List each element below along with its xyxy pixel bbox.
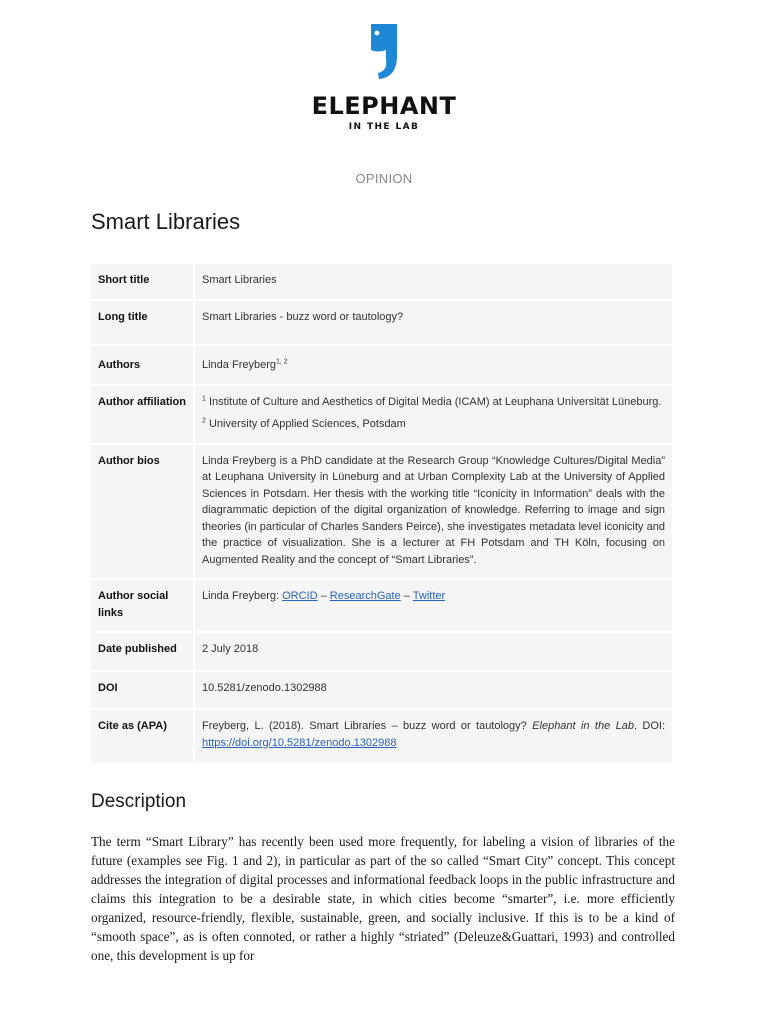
affiliation-item bbox=[202, 394, 665, 411]
meta-row-doi bbox=[91, 671, 672, 710]
cite-doi-prefix: . DOI: bbox=[633, 720, 666, 732]
page-title: Smart Libraries bbox=[91, 209, 241, 234]
affiliation-sup: 2 bbox=[202, 417, 206, 425]
meta-label: Author affiliation bbox=[91, 385, 194, 444]
affiliation-item bbox=[202, 416, 665, 433]
meta-label: Long title bbox=[91, 300, 194, 346]
researchgate-link[interactable]: ResearchGate bbox=[329, 590, 401, 602]
orcid-link[interactable]: ORCID bbox=[282, 590, 318, 602]
meta-label: Authors bbox=[91, 345, 194, 385]
twitter-link[interactable]: Twitter bbox=[412, 590, 446, 602]
meta-row-short-title bbox=[91, 264, 672, 300]
elephant-trunk-icon bbox=[369, 22, 399, 80]
meta-label: Author bios bbox=[91, 444, 194, 580]
brand-name: ELEPHANT bbox=[311, 92, 457, 120]
meta-row-long-title bbox=[91, 300, 672, 346]
meta-label: DOI bbox=[91, 671, 194, 710]
description-heading: Description bbox=[91, 791, 187, 812]
author-sup: 1, 2 bbox=[276, 358, 288, 366]
meta-row-cite bbox=[91, 709, 672, 764]
meta-label: Date published bbox=[91, 632, 194, 671]
meta-value bbox=[194, 385, 672, 444]
meta-row-bios bbox=[91, 444, 672, 580]
meta-row-affiliation bbox=[91, 385, 672, 444]
metadata-table bbox=[91, 264, 672, 765]
category-label[interactable]: OPINION bbox=[355, 171, 413, 186]
meta-label: Cite as (APA) bbox=[91, 709, 194, 764]
doi-link[interactable]: https://doi.org/10.5281/zenodo.1302988 bbox=[202, 736, 397, 749]
affiliation-text: Institute of Culture and Aesthetics of Digital Media (ICAM) at Leuphana Universität Lüneburg. bbox=[208, 395, 662, 408]
cite-journal: Elephant in the Lab bbox=[532, 720, 634, 732]
cite-text: Freyberg, L. (2018). Smart Libraries – buzz word or tautology? bbox=[202, 720, 533, 732]
meta-row-social bbox=[91, 579, 672, 632]
meta-label: Author social links bbox=[91, 579, 194, 632]
brand-tagline: IN THE LAB bbox=[348, 122, 420, 132]
meta-value bbox=[194, 579, 672, 632]
link-separator: – bbox=[317, 590, 330, 602]
meta-value: Smart Libraries - buzz word or tautology? bbox=[194, 300, 672, 346]
affiliation-text: University of Applied Sciences, Potsdam bbox=[208, 418, 406, 430]
description-text: The term “Smart Library” has recently been used more frequently, for labeling a vision of libraries of the future (examples see Fig. 1 and 2), in particular as part of the so called “Smart City” concept. This concept addresses the integration of digital processes and informational feedback loops in the public infrastructure and claims this integration to be a desirable state, in which cities become “smarter”, i.e. more efficiently organized, resource-friendly, flexible, sustainable, green, and socially inclusive. If this is to be a kind of “smooth space”, as is often connoted, or rather a highly “striated” (Deleuze&Guattari, 1993) and controlled one, this development is up for bbox=[91, 834, 675, 963]
meta-value: Linda Freyberg is a PhD candidate at the Research Group “Knowledge Cultures/Digital Media” at Leuphana University in Lüneburg and at Urban Complexity Lab at the University of Applied Sciences in Potsdam. Her thesis with the working title “Iconicity in Information” deals with the diagrammatic depiction of the digital organization of knowledge. Referring to image and sign theories (in particular of Charles Sanders Peirce), she investigates metadata level iconicity and the practice of visualization. She is a lecturer at FH Potsdam and TH Köln, focusing on Augmented Reality and the concept of “Smart Libraries”. bbox=[194, 444, 672, 580]
meta-value: 2 July 2018 bbox=[194, 632, 672, 671]
meta-value bbox=[194, 345, 672, 385]
meta-row-authors bbox=[91, 345, 672, 385]
meta-value: Smart Libraries bbox=[194, 264, 672, 300]
meta-row-date bbox=[91, 632, 672, 671]
affiliation-sup: 1 bbox=[202, 394, 206, 402]
meta-label: Short title bbox=[91, 264, 194, 300]
author-name: Linda Freyberg bbox=[202, 359, 276, 371]
link-separator: – bbox=[400, 590, 413, 602]
meta-value bbox=[194, 709, 672, 764]
meta-value: 10.5281/zenodo.1302988 bbox=[194, 671, 672, 710]
site-logo[interactable] bbox=[0, 22, 768, 132]
social-prefix: Linda Freyberg: bbox=[202, 590, 283, 602]
